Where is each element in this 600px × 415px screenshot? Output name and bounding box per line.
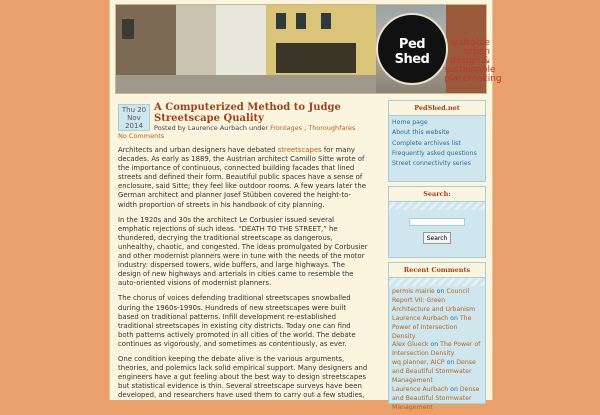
comment-author-link[interactable]: wq planner, AICP (392, 359, 445, 367)
sidebar-pedshed (388, 100, 486, 182)
tagline-line: walkable (450, 38, 490, 48)
recent-comment (392, 315, 482, 342)
post-paragraph (118, 146, 368, 210)
comment-post-link[interactable]: Dense and Beautiful Stormwater Management (392, 359, 476, 385)
sidebar-pedshed-links (389, 116, 485, 171)
comment-post-link[interactable]: Council Report VII: Green Architecture and Urbanism (392, 288, 476, 313)
site-logo[interactable]: Ped Shed (394, 37, 430, 67)
post-meta: Posted by Laurence Aurbach under Frontages , Thoroughfares (154, 124, 356, 132)
comment-on: on (444, 359, 457, 367)
comment-on: on (428, 341, 441, 349)
street (116, 75, 376, 93)
building-center (176, 5, 216, 75)
post-paragraph: One condition keeping the debate alive is the various arguments, theories, and polemics lack solid empirical support. Many designers and engineers have a gut feeling about the best way to design streetscapes but statistical evidence is thin. Several streetscape surveys have been developed, and researchers have used them to carry out a few studies, (118, 354, 368, 400)
date-month: Nov (127, 114, 141, 122)
recent-comments-list (389, 286, 485, 415)
comment-post-link[interactable]: The Power of Intersection Density (392, 341, 481, 358)
comment-author-link[interactable]: permis mairie (392, 288, 435, 295)
post-title[interactable]: A Computerized Method to Judge Streetscape Quality (154, 102, 341, 124)
comment-author-link[interactable]: Alex Glueck (392, 341, 429, 349)
comment-author-link[interactable]: Laurence Aurbach (392, 314, 449, 322)
header-banner[interactable] (115, 4, 502, 94)
recent-comment (392, 359, 482, 386)
search-button[interactable]: Search (423, 232, 451, 244)
date-year: 2014 (125, 122, 143, 130)
comments-link[interactable]: No Comments (118, 132, 165, 140)
comment-on: on (448, 314, 460, 322)
sidebar-recent-title: Recent Comments (389, 263, 485, 278)
comment-on: on (434, 288, 447, 295)
window (321, 13, 331, 29)
tagline-line: urban (463, 47, 490, 57)
stripe-divider (389, 278, 485, 286)
page-container (109, 0, 502, 411)
sidebar-pedshed-title: PedShed.net (389, 101, 485, 116)
sidebar-link-home[interactable]: Home page (392, 119, 428, 126)
sidebar-search (388, 186, 486, 258)
post-paragraph: The chorus of voices defending traditional streetscapes snowballed during the 1960s-1990s. Hundreds of new streetscapes were built based on traditional patterns. Infill development re-established traditional streetscapes in existing city districts. Today one can find both patterns actively promoted in all cities of the world. The debate continues as vigorously, and sometimes as contentiously, as ever. (118, 294, 356, 348)
storefront (276, 43, 356, 73)
tagline-line: sustainable (444, 65, 496, 75)
recent-comment (392, 386, 482, 413)
tagline-line: placemaking (444, 74, 502, 84)
window (296, 13, 306, 29)
post-body (118, 146, 368, 406)
post-author: Posted by Laurence Aurbach under (154, 124, 268, 132)
site-tagline (444, 38, 502, 84)
sidebar-link-faq[interactable]: Frequently asked questions (392, 149, 477, 157)
comment-on: on (448, 385, 460, 393)
comment-post-link[interactable]: Dense and Beautiful Stormwater Management (392, 385, 480, 411)
date-day: Thu 20 (121, 106, 147, 114)
category-link-thoroughfares[interactable]: Thoroughfares (308, 124, 356, 132)
date-badge (118, 104, 150, 131)
paragraph-text: Architects and urban designers have debated (118, 146, 278, 154)
post-paragraph: In the 1920s and 30s the architect Le Corbusier issued several emphatic rejections of such ideas. “DEATH TO THE STREET,” he thundered, decrying the traditional streetscape as dangerous, unhealthy, chaotic, and congested. The ideas promulgated by Corbusier and other modernist planners were in tune with the needs of the motor industry: dispersed towers, wide buffers, and large highways. The design of new highways and arterials in cities came to resemble the auto-oriented visions of modernist planners. (118, 215, 368, 288)
recent-comment (392, 288, 482, 315)
sidebar-link-archives[interactable]: Complete archives list (392, 139, 461, 147)
building-left-windows (122, 19, 134, 39)
window (276, 13, 286, 29)
sidebar-link-connectivity[interactable]: Street connectivity series (392, 160, 471, 168)
streetscapes-link[interactable]: streetscapes (277, 146, 322, 154)
sidebar-recent-comments (388, 262, 486, 411)
paragraph-text: for many decades. As early as 1889, the Austrian architect Camillo Sitte wrote of the importance of continuous, connected building facades that lined streets and defined their form. Beautiful public spaces have a sense of enclosure, said Sitte; they feel like outdoor rooms. A few years later the German architect and planner Josef Stübben covered the height-to-width proportion of streets in his handbook of city planning. (118, 146, 366, 209)
comment-post-link[interactable]: The Power of Intersection Density (392, 314, 472, 340)
search-input[interactable] (409, 218, 465, 226)
comment-author-link[interactable]: Laurence Aurbach (392, 385, 449, 393)
recent-comment (392, 341, 482, 359)
sidebar-link-about[interactable]: About this website (392, 129, 450, 137)
stripe-divider (389, 202, 485, 210)
tagline-line: design & (450, 56, 490, 66)
category-link-frontages[interactable]: Frontages (270, 124, 303, 132)
sidebar-search-title: Search: (389, 187, 485, 202)
